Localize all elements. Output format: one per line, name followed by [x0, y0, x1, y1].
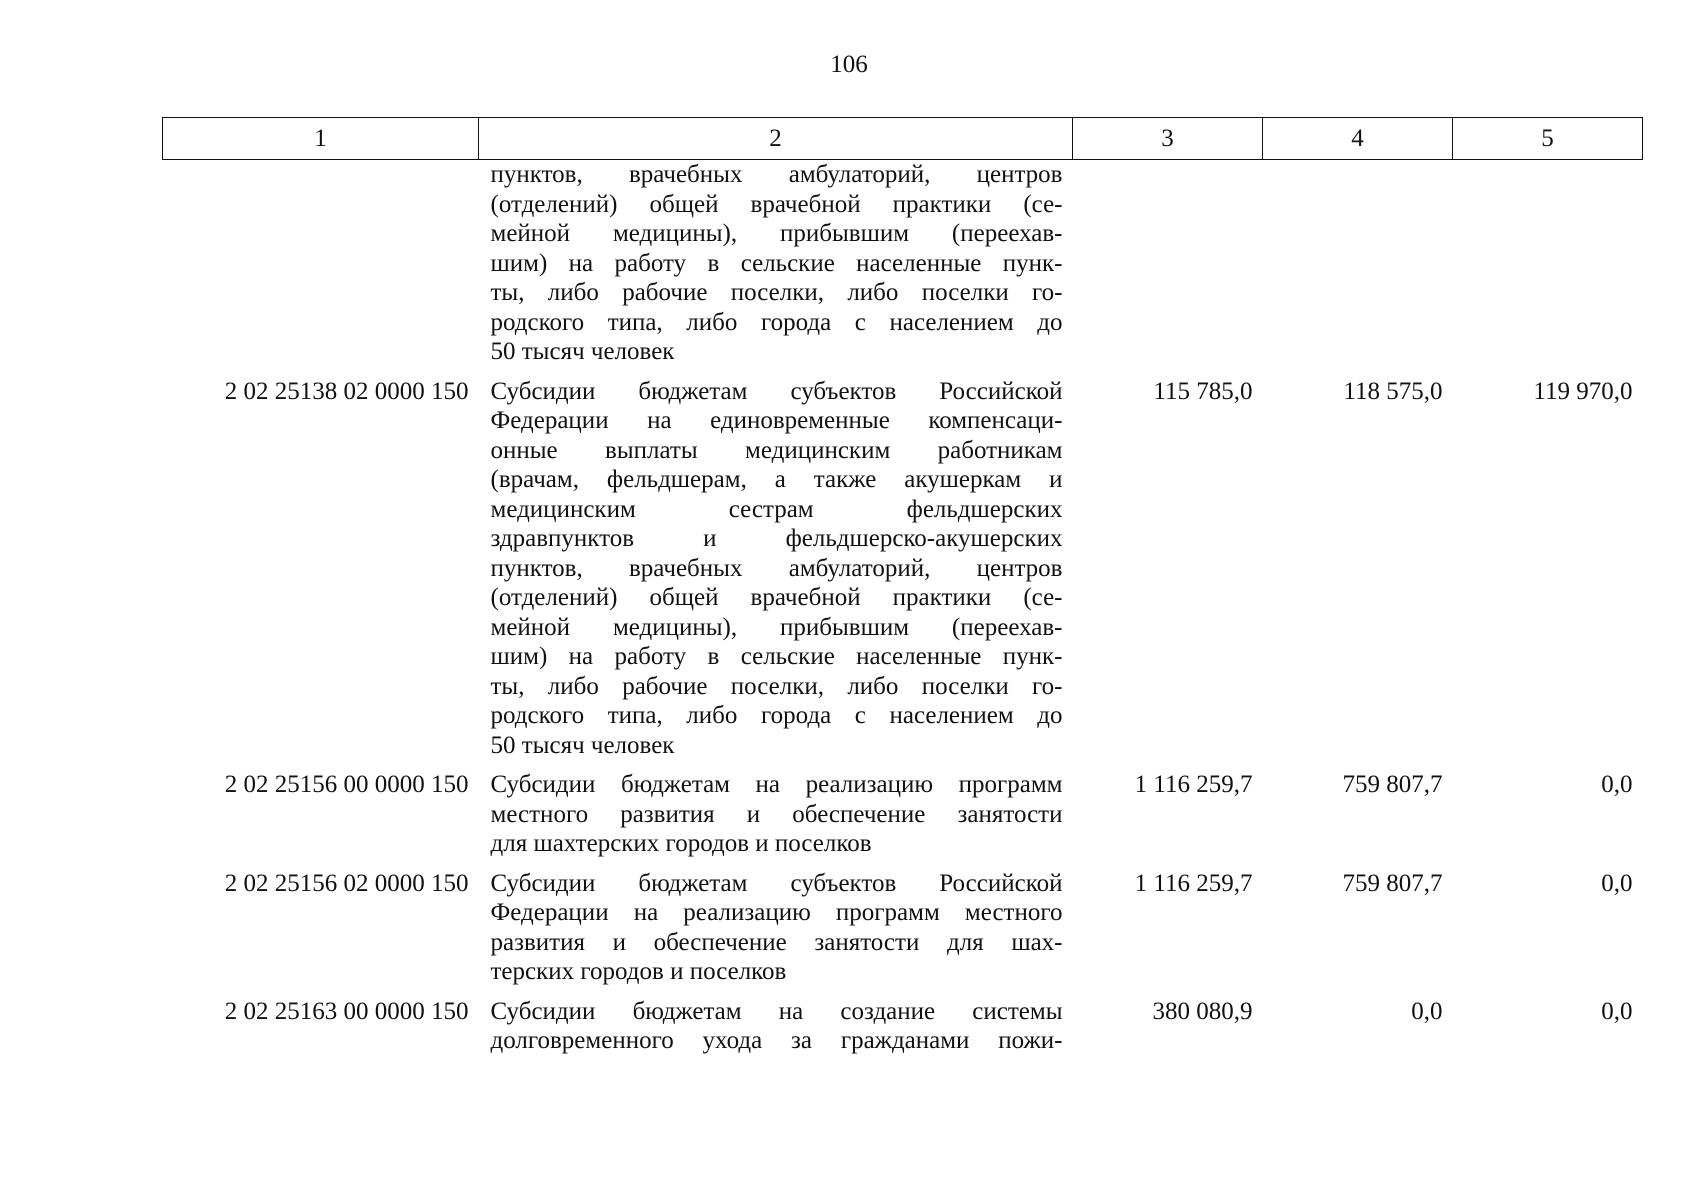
description-line: шим) на работу в сельские населенные пунк- — [490, 249, 1063, 277]
amount-col3 — [1073, 160, 1263, 377]
description-line: Субсидии бюджетам субъектов Российской — [490, 869, 1063, 897]
description-line: мейной медицины), прибывшим (переехав- — [490, 613, 1063, 641]
column-header-5: 5 — [1453, 118, 1643, 160]
amount-col5: 119 970,0 — [1533, 377, 1633, 405]
description — [479, 869, 1073, 997]
description-line: пунктов, врачебных амбулаторий, центров — [490, 161, 1063, 188]
description-line: для шахтерских городов и поселков — [490, 830, 872, 857]
amount-col3: 115 785,0 — [1153, 377, 1253, 405]
page-number: 106 — [830, 51, 868, 78]
amount-col5: 0,0 — [1601, 869, 1633, 897]
header-row — [163, 118, 1643, 160]
description-line: Субсидии бюджетам на создание системы — [490, 997, 1063, 1025]
description-line: развития и обеспечение занятости для шах- — [490, 928, 1063, 956]
table-body — [163, 160, 1643, 1066]
table-row — [163, 160, 1643, 377]
description-line: родского типа, либо города с населением до — [490, 702, 1063, 729]
column-header-4: 4 — [1263, 118, 1453, 160]
column-header-3: 3 — [1073, 118, 1263, 160]
description-line: (врачам, фельдшерам, а также акушеркам и — [490, 466, 1063, 493]
description-line: шим) на работу в сельские населенные пунк- — [490, 643, 1063, 670]
description — [479, 997, 1073, 1066]
description-line: здравпунктов и фельдшерско-акушерских — [490, 525, 1063, 552]
description-line: ты, либо рабочие поселки, либо поселки го- — [490, 279, 1063, 306]
budget-code — [163, 160, 479, 377]
description-line: 50 тысяч человек — [490, 731, 675, 759]
description-line: онные выплаты медицинским работникам — [490, 436, 1063, 464]
description-line: местного развития и обеспечение занятости — [490, 800, 1063, 828]
budget-code: 2 02 25156 02 0000 150 — [224, 869, 469, 897]
description-line: 50 тысяч человек — [490, 338, 675, 365]
amount-col3: 1 116 259,7 — [1134, 771, 1253, 798]
budget-code: 2 02 25156 00 0000 150 — [224, 771, 469, 798]
description — [479, 160, 1073, 377]
amount-col5: 0,0 — [1601, 771, 1633, 798]
amount-col4 — [1263, 160, 1453, 377]
description-line: медицинским сестрам фельдшерских — [490, 495, 1063, 523]
table-row — [163, 770, 1643, 869]
description-line: долговременного ухода за гражданами пожи- — [490, 1027, 1063, 1054]
description-line: Федерации на единовременные компенсаци- — [490, 407, 1063, 434]
amount-col3: 380 080,9 — [1152, 997, 1253, 1025]
table-row — [163, 377, 1643, 771]
amount-col4: 759 807,7 — [1342, 869, 1443, 897]
column-header-2: 2 — [479, 118, 1073, 160]
description-line: ты, либо рабочие поселки, либо поселки го- — [490, 672, 1063, 700]
table-row — [163, 869, 1643, 997]
budget-table — [162, 117, 1643, 1066]
description-line: (отделений) общей врачебной практики (се- — [490, 190, 1063, 218]
amount-col4: 759 807,7 — [1342, 771, 1443, 798]
table-header — [163, 118, 1643, 160]
description-line: (отделений) общей врачебной практики (се- — [490, 584, 1063, 611]
description-line: терских городов и поселков — [490, 958, 787, 985]
description-line: родского типа, либо города с населением до — [490, 308, 1063, 336]
amount-col5 — [1453, 160, 1643, 377]
amount-col4: 118 575,0 — [1343, 377, 1443, 405]
description-line: мейной медицины), прибывшим (переехав- — [490, 220, 1063, 247]
amount-col5: 0,0 — [1601, 997, 1633, 1025]
table-row — [163, 997, 1643, 1066]
budget-code: 2 02 25163 00 0000 150 — [224, 997, 469, 1025]
amount-col4: 0,0 — [1411, 997, 1443, 1025]
description — [479, 377, 1073, 771]
amount-col3: 1 116 259,7 — [1134, 869, 1253, 897]
budget-code: 2 02 25138 02 0000 150 — [224, 377, 469, 405]
description-line: пунктов, врачебных амбулаторий, центров — [490, 554, 1063, 582]
description-line: Федерации на реализацию программ местного — [490, 899, 1063, 926]
description — [479, 770, 1073, 869]
column-header-1: 1 — [163, 118, 479, 160]
description-line: Субсидии бюджетам на реализацию программ — [490, 771, 1063, 798]
description-line: Субсидии бюджетам субъектов Российской — [490, 377, 1063, 405]
